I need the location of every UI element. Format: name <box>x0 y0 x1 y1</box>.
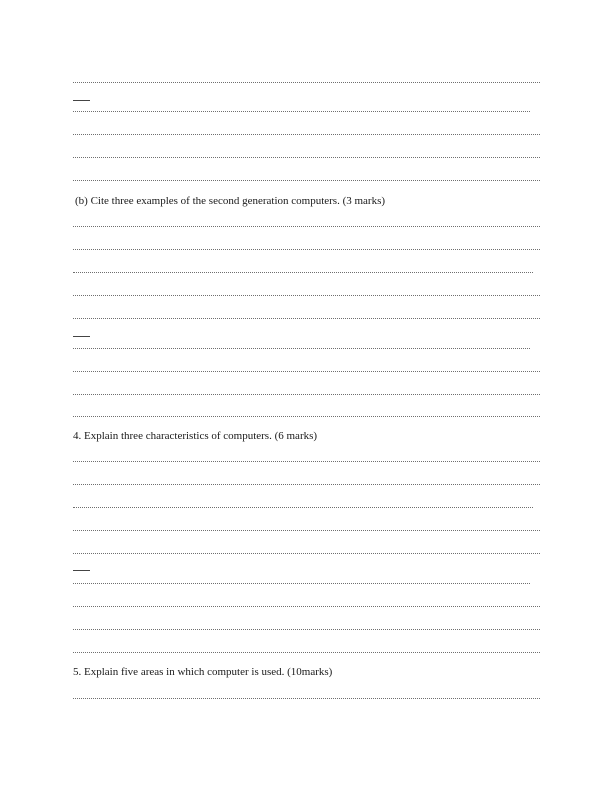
answer-line <box>73 583 530 584</box>
answer-line <box>73 553 540 554</box>
answer-line <box>73 629 540 630</box>
answer-line <box>73 82 540 83</box>
answer-line <box>73 461 540 462</box>
answer-line <box>73 507 533 508</box>
answer-line <box>73 134 540 135</box>
answer-line <box>73 318 540 319</box>
answer-line <box>73 394 540 395</box>
short-dash <box>73 336 90 337</box>
answer-line <box>73 226 540 227</box>
answer-line <box>73 180 540 181</box>
answer-line <box>73 484 540 485</box>
short-dash <box>73 570 90 571</box>
answer-line <box>73 698 540 699</box>
answer-line <box>73 530 540 531</box>
answer-line <box>73 416 540 417</box>
answer-line <box>73 652 540 653</box>
question-5: 5. Explain five areas in which computer is used. (10marks) <box>73 666 333 678</box>
answer-line <box>73 249 540 250</box>
question-4: 4. Explain three characteristics of computers. (6 marks) <box>73 430 318 442</box>
answer-line <box>73 295 540 296</box>
question-b: (b) Cite three examples of the second generation computers. (3 marks) <box>75 195 386 207</box>
answer-line <box>73 348 530 349</box>
answer-line <box>73 111 530 112</box>
answer-line <box>73 272 533 273</box>
answer-line <box>73 606 540 607</box>
answer-line <box>73 371 540 372</box>
short-dash <box>73 100 90 101</box>
answer-line <box>73 157 540 158</box>
